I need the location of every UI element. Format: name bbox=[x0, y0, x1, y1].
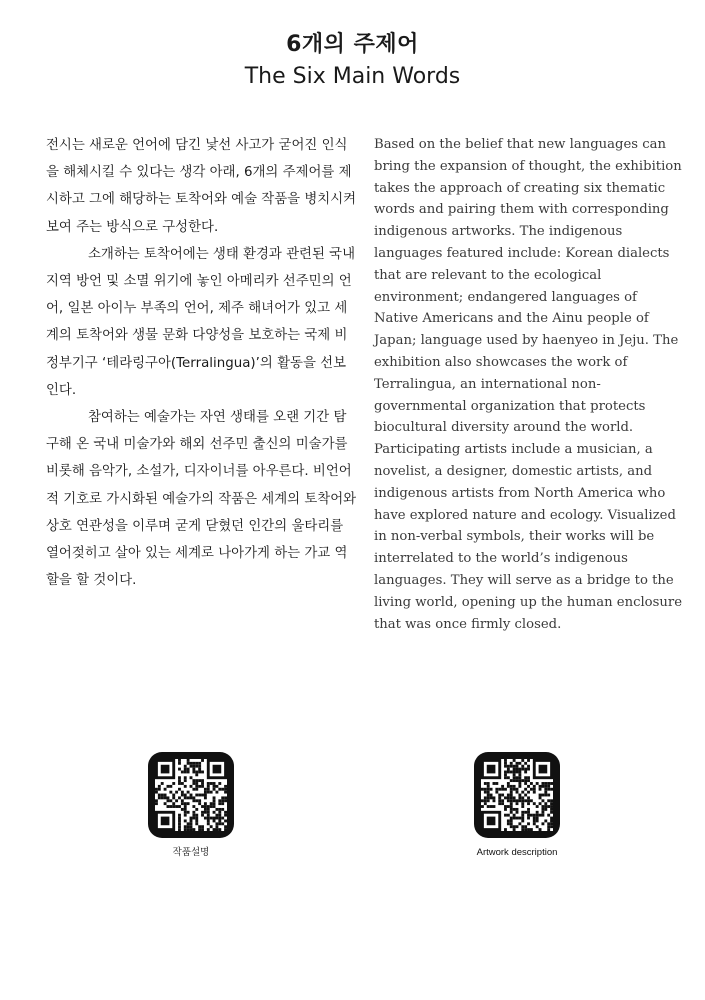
english-text-column bbox=[374, 134, 684, 635]
qr-block-english bbox=[442, 752, 592, 859]
qr-caption-english: Artwork description bbox=[476, 847, 558, 858]
korean-text-column bbox=[46, 132, 358, 594]
page-title-english: The Six Main Words bbox=[244, 64, 461, 89]
qr-block-korean bbox=[116, 752, 266, 859]
qr-caption-korean: 작품설명 bbox=[172, 847, 210, 858]
title-block bbox=[0, 30, 705, 92]
page-title-korean: 6개의 주제어 bbox=[286, 32, 419, 57]
qr-code-icon[interactable] bbox=[474, 752, 560, 838]
korean-paragraph: 참여하는 예술가는 자연 생태를 오랜 기간 탐구해 온 국내 미술가와 해외 선주민 출신의 미술가를 비롯해 음악가, 소설가, 디자이너를 아우른다. 비언어적 기호로 가시화된 예술가의 작품은 세계의 토착어와 상호 연관성을 이루며 굳게 닫혔던 인간의 울타리를 열어젖히고 살아 있는 세계로 나아가게 하는 가교 역할을 할 것이다. bbox=[46, 410, 357, 589]
korean-paragraph: 소개하는 토착어에는 생태 환경과 관련된 국내 지역 방언 및 소멸 위기에 놓인 아메리카 선주민의 언어, 일본 아이누 부족의 언어, 제주 해녀어가 있고 세계의 토착어와 생물 문화 다양성을 보호하는 국제 비정부기구 ‘테라링구아(Terralingua)’의 활동을 선보인다. bbox=[46, 246, 356, 398]
qr-code-graphic bbox=[481, 759, 553, 831]
english-paragraph: Based on the belief that new languages can bring the expansion of thought, the exhibition takes the approach of creating six thematic words and pairing them with corresponding indigenous artworks. The indigenous languages featured include: Korean dialects that are relevant to the ecological environment; endangered languages of Native Americans and the Ainu people of Japan; language used by haenyeo in Jeju. The exhibition also showcases the work of Terralingua, an international non-governmental organization that protects biocultural diversity around the world. Participating artists include a musician, a novelist, a designer, domestic artists, and indigenous artists from North America who have explored nature and ecology. Visualized in non-verbal symbols, their works will be interrelated to the world’s indigenous languages. They will serve as a bridge to the living world, opening up the human enclosure that was once firmly closed. bbox=[374, 137, 682, 632]
qr-code-graphic bbox=[155, 759, 227, 831]
korean-paragraph: 전시는 새로운 언어에 담긴 낯선 사고가 굳어진 인식을 해체시킬 수 있다는 생각 아래, 6개의 주제어를 제시하고 그에 해당하는 토착어와 예술 작품을 병치시켜 보여 주는 방식으로 구성한다. bbox=[46, 138, 357, 235]
qr-code-icon[interactable] bbox=[148, 752, 234, 838]
